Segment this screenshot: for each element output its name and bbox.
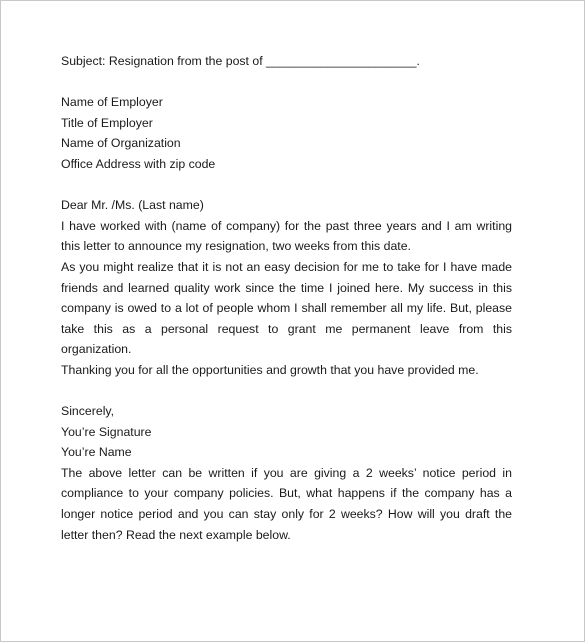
- employer-address-block: [61, 92, 512, 174]
- salutation: Dear Mr. /Ms. (Last name): [61, 198, 204, 213]
- closing-sincerely: Sincerely,: [61, 404, 115, 419]
- letter-body: [61, 51, 512, 545]
- paragraph-intro: I have worked with (name of company) for the past three years and I am writing this letter to announce my resignation, two weeks from this date.: [61, 218, 512, 254]
- address-line-organization: Name of Organization: [61, 136, 181, 151]
- address-line-employer-title: Title of Employer: [61, 115, 153, 130]
- closing-signature: You’re Signature: [61, 424, 152, 439]
- closing-name: You’re Name: [61, 445, 132, 460]
- subject-line: Subject: Resignation from the post of ______________________.: [61, 54, 420, 68]
- paragraph-reason: As you might realize that it is not an easy decision for me to take for I have made friends and learned quality work since the time I joined here. My success in this company is owed to a lot of people whom I shall remember all my life. But, please take this as a personal request to grant me permanent leave from this organization.: [61, 259, 512, 357]
- address-line-employer-name: Name of Employer: [61, 95, 163, 110]
- closing-block: [61, 401, 512, 463]
- explanatory-note: The above letter can be written if you are giving a 2 weeks’ notice period in compliance to your company policies. But, what happens if the company has a longer notice period and you can stay only for 2 weeks? How will you draft the letter then? Read the next example below.: [61, 465, 512, 542]
- address-line-office-address: Office Address with zip code: [61, 156, 216, 171]
- paragraph-thanks: Thanking you for all the opportunities and growth that you have provided me.: [61, 362, 479, 377]
